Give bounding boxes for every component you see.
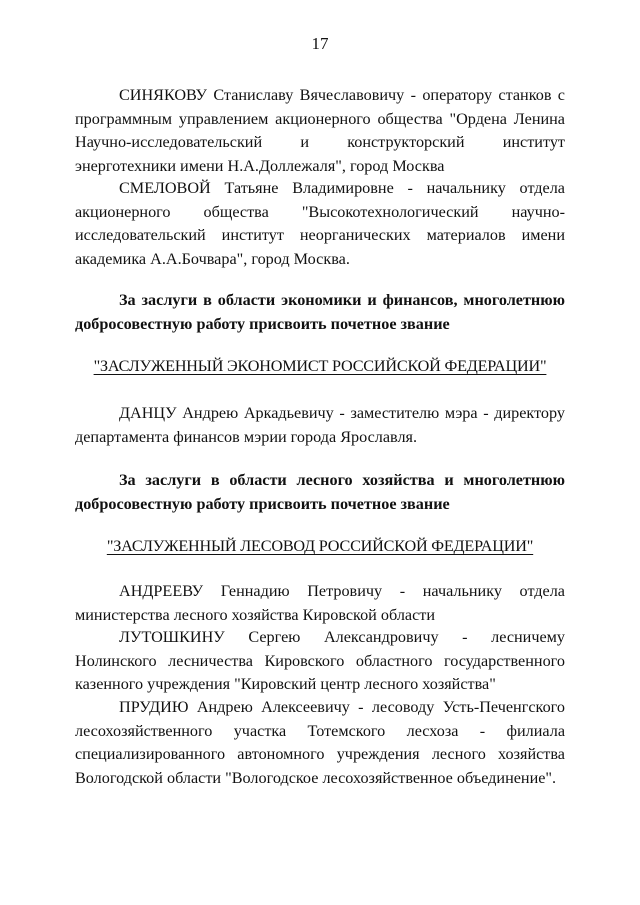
title-forester [75, 535, 565, 559]
award-paragraph: СИНЯКОВУ Станиславу Вячеславовичу - оператору станков с программным управлением акционерного общества "Ордена Ленина Научно-исследовательский и конструкторский институт энерготехники имени Н.А.Доллежаля", город Москва [75, 86, 565, 175]
award-entry-sinyakov [75, 84, 565, 178]
award-entry-prudiy [75, 696, 565, 790]
section-heading: За заслуги в области экономики и финансов, многолетнюю добросовестную работу присвоить почетное звание [75, 291, 565, 333]
section-heading-forestry [75, 468, 565, 516]
page-number: 17 [311, 34, 329, 53]
award-paragraph: ЛУТОШКИНУ Сергею Александровичу - лесничему Нолинского лесничества Кировского областного государственного казенного учреждения "Кировский центр лесного хозяйства" [75, 628, 565, 693]
title-economist [75, 355, 565, 379]
award-entry-smelova [75, 177, 565, 271]
award-paragraph: ДАНЦУ Андрею Аркадьевичу - заместителю мэра - директору департамента финансов мэрии города Ярославля. [75, 404, 565, 446]
honorary-title: "ЗАСЛУЖЕННЫЙ ЛЕСОВОД РОССИЙСКОЙ ФЕДЕРАЦИИ" [106, 537, 534, 555]
honorary-title: "ЗАСЛУЖЕННЫЙ ЭКОНОМИСТ РОССИЙСКОЙ ФЕДЕРАЦИИ" [93, 357, 547, 375]
award-entry-dantsu [75, 402, 565, 449]
award-paragraph: СМЕЛОВОЙ Татьяне Владимировне - начальнику отдела акционерного общества "Высокотехнологический научно-исследовательский институт неорганических материалов имени академика А.А.Бочвара", город Москва. [75, 179, 565, 268]
section-heading: За заслуги в области лесного хозяйства и многолетнюю добросовестную работу присвоить почетное звание [75, 471, 565, 513]
award-entry-andreev [75, 580, 565, 627]
section-heading-economy [75, 288, 565, 336]
award-paragraph: АНДРЕЕВУ Геннадию Петровичу - начальнику отдела министерства лесного хозяйства Кировской области [75, 582, 565, 624]
award-entry-lutoshkin [75, 626, 565, 697]
award-paragraph: ПРУДИЮ Андрею Алексеевичу - лесоводу Усть-Печенгского лесохозяйственного участка Тотемского лесхоза - филиала специализированного автономного учреждения лесного хозяйства Вологодской области "Вологодское лесохозяйственное объединение". [75, 698, 565, 787]
